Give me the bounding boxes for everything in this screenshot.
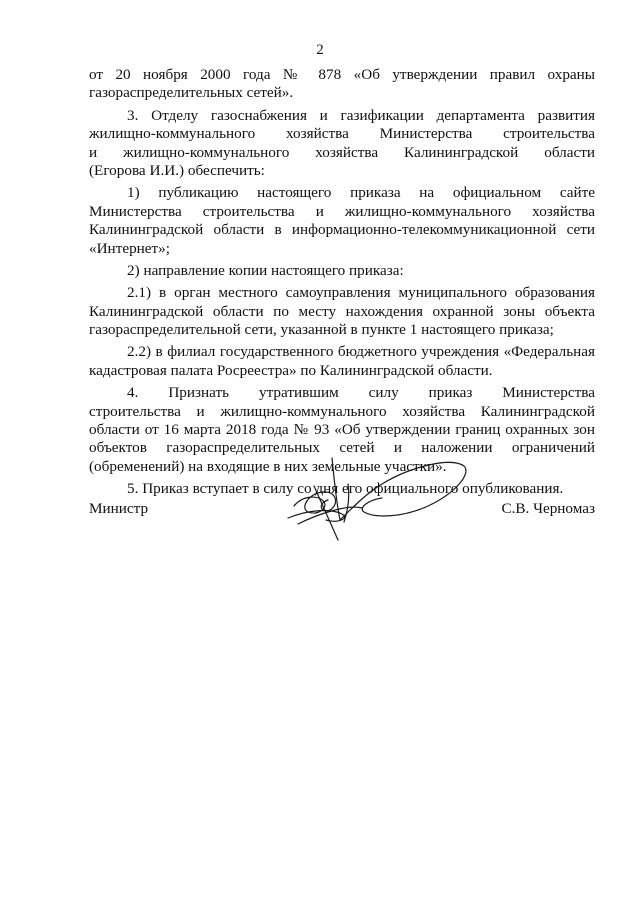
- text-line: (Егорова И.И.) обеспечить:: [89, 161, 265, 179]
- signatory-name: С.В. Черномаз: [501, 500, 595, 517]
- text-line: строительства и жилищно-коммунального хозяйства Калининградской: [89, 402, 595, 420]
- text-line: Министерства строительства и жилищно-коммунального хозяйства: [89, 202, 595, 220]
- signature-block: [89, 499, 595, 519]
- text-line: Калининградской области по месту нахождения охранной зоны объекта: [89, 302, 595, 320]
- text-line: 3. Отделу газоснабжения и газификации департамента развития: [127, 106, 595, 124]
- text-line: 2.1) в орган местного самоуправления муниципального образования: [127, 284, 595, 302]
- text-line: 1) публикацию настоящего приказа на официальном сайте: [127, 184, 595, 202]
- text-line: области от 16 марта 2018 года № 93 «Об утверждении границ охранных зон: [89, 421, 595, 439]
- handwritten-signature: [278, 448, 474, 546]
- document-body: [89, 66, 595, 499]
- text-line: жилищно-коммунального хозяйства Министерства строительства: [89, 125, 595, 143]
- text-line: объектов газораспределительных сетей и наложении ограничений: [89, 439, 595, 457]
- text-line: и жилищно-коммунального хозяйства Калининградской области: [89, 143, 595, 161]
- page-number: 2: [316, 42, 324, 58]
- text-line: газораспределительной сети, указанной в пункте 1 настоящего приказа;: [89, 321, 554, 339]
- text-line: газораспределительных сетей».: [89, 84, 294, 102]
- text-line: кадастровая палата Росреестра» по Калининградской области.: [89, 361, 493, 379]
- text-line: Калининградской области в информационно-телекоммуникационной сети: [89, 221, 595, 239]
- text-line: 5. Приказ вступает в силу со дня его официального опубликования.: [127, 480, 564, 498]
- text-line: от 20 ноября 2000 года № 878 «Об утверждении правил охраны: [89, 66, 595, 83]
- signatory-position: Министр: [89, 500, 149, 517]
- text-line: 2.2) в филиал государственного бюджетного учреждения «Федеральная: [127, 343, 595, 361]
- text-line: «Интернет»;: [89, 239, 170, 257]
- text-line: 4. Признать утратившим силу приказ Министерства: [127, 384, 595, 402]
- text-line: 2) направление копии настоящего приказа:: [127, 261, 404, 279]
- text-line: (обременений) на входящие в них земельные участки».: [89, 457, 447, 475]
